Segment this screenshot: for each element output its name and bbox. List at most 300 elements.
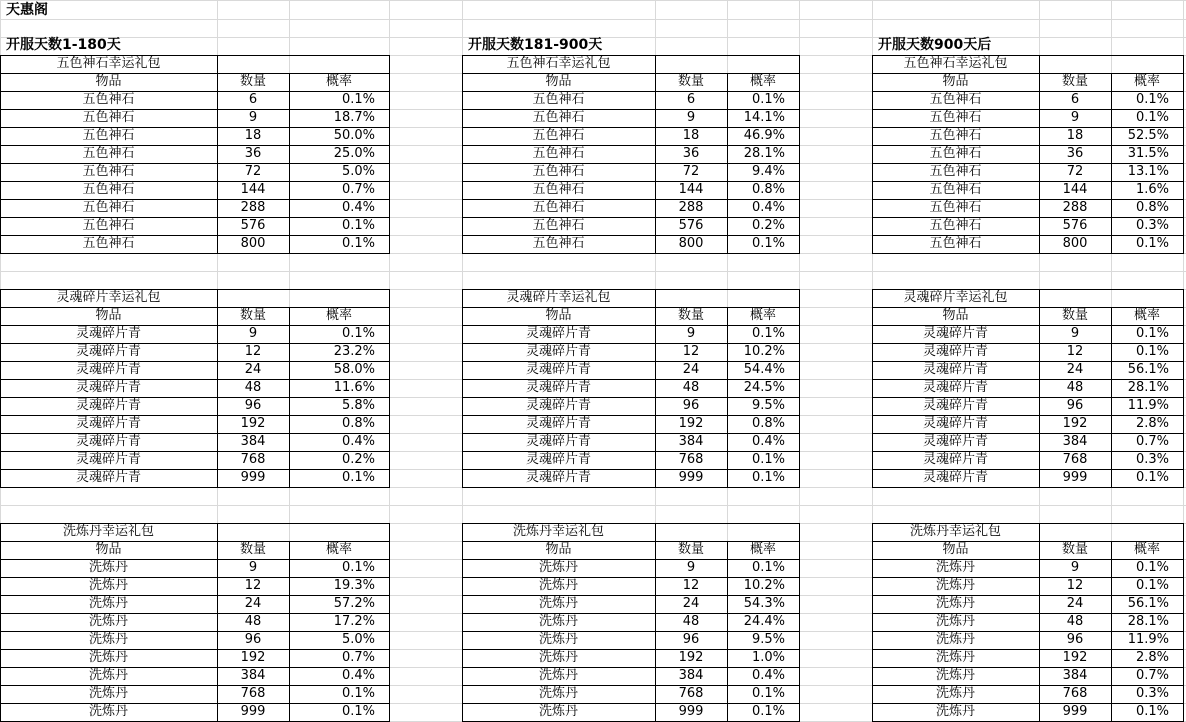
- package-name: 五色神石幸运礼包: [56, 56, 161, 71]
- column-header-rate: 概率: [749, 308, 776, 323]
- rate-cell: 57.2%: [333, 596, 375, 611]
- rate-cell: 9.5%: [751, 632, 785, 647]
- item-cell: 洗炼丹: [935, 632, 975, 647]
- rate-cell: 0.1%: [341, 686, 375, 701]
- package-name: 洗炼丹幸运礼包: [62, 524, 154, 539]
- item-cell: 灵魂碎片青: [922, 380, 988, 395]
- item-cell: 洗炼丹: [88, 632, 128, 647]
- rate-cell: 0.1%: [1135, 344, 1169, 359]
- rate-cell: 0.1%: [341, 236, 375, 251]
- item-cell: 灵魂碎片青: [525, 452, 591, 467]
- rate-cell: 2.8%: [1135, 650, 1169, 665]
- item-cell: 灵魂碎片青: [922, 452, 988, 467]
- rate-cell: 0.1%: [751, 452, 785, 467]
- item-cell: 灵魂碎片青: [922, 434, 988, 449]
- table-border: [462, 253, 800, 254]
- column-header-item: 物品: [545, 542, 572, 557]
- column-header-qty: 数量: [1061, 74, 1088, 89]
- quantity-cell: 9: [1070, 326, 1080, 341]
- rate-cell: 5.8%: [341, 398, 375, 413]
- item-cell: 五色神石: [82, 182, 135, 197]
- rate-cell: 13.1%: [1127, 164, 1169, 179]
- rate-cell: 0.7%: [1135, 434, 1169, 449]
- quantity-cell: 999: [1062, 470, 1088, 485]
- quantity-cell: 6: [248, 92, 258, 107]
- item-cell: 洗炼丹: [88, 686, 128, 701]
- column-header-qty: 数量: [239, 542, 266, 557]
- quantity-cell: 9: [248, 326, 258, 341]
- quantity-cell: 48: [1066, 380, 1084, 395]
- table-border: [0, 487, 390, 488]
- item-cell: 洗炼丹: [935, 668, 975, 683]
- rate-cell: 0.8%: [751, 182, 785, 197]
- quantity-cell: 12: [1066, 578, 1084, 593]
- quantity-cell: 9: [686, 560, 696, 575]
- item-cell: 灵魂碎片青: [75, 362, 141, 377]
- quantity-cell: 144: [1062, 182, 1088, 197]
- table-border: [462, 487, 800, 488]
- item-cell: 洗炼丹: [88, 614, 128, 629]
- quantity-cell: 9: [248, 560, 258, 575]
- item-cell: 五色神石: [82, 110, 135, 125]
- quantity-cell: 12: [682, 578, 700, 593]
- quantity-cell: 384: [240, 668, 266, 683]
- item-cell: 灵魂碎片青: [922, 416, 988, 431]
- gridline-horizontal: [0, 271, 1186, 272]
- item-cell: 洗炼丹: [88, 560, 128, 575]
- rate-cell: 52.5%: [1127, 128, 1169, 143]
- item-cell: 灵魂碎片青: [525, 380, 591, 395]
- item-cell: 五色神石: [532, 200, 585, 215]
- package-name: 灵魂碎片幸运礼包: [56, 290, 161, 305]
- rate-cell: 0.4%: [341, 668, 375, 683]
- quantity-cell: 24: [682, 596, 700, 611]
- rate-cell: 11.9%: [1127, 632, 1169, 647]
- quantity-cell: 384: [1062, 434, 1088, 449]
- quantity-cell: 12: [244, 578, 262, 593]
- quantity-cell: 288: [678, 200, 704, 215]
- rate-cell: 0.8%: [341, 416, 375, 431]
- item-cell: 五色神石: [929, 200, 982, 215]
- package-name: 洗炼丹幸运礼包: [512, 524, 604, 539]
- rate-cell: 2.8%: [1135, 416, 1169, 431]
- quantity-cell: 999: [240, 470, 266, 485]
- item-cell: 五色神石: [929, 164, 982, 179]
- item-cell: 洗炼丹: [935, 578, 975, 593]
- package-name: 灵魂碎片幸运礼包: [903, 290, 1008, 305]
- quantity-cell: 96: [1066, 632, 1084, 647]
- item-cell: 洗炼丹: [538, 560, 578, 575]
- rate-cell: 0.8%: [1135, 200, 1169, 215]
- item-cell: 五色神石: [82, 218, 135, 233]
- column-header-qty: 数量: [677, 308, 704, 323]
- item-cell: 灵魂碎片青: [75, 470, 141, 485]
- rate-cell: 0.3%: [1135, 452, 1169, 467]
- rate-cell: 0.1%: [751, 92, 785, 107]
- quantity-cell: 768: [240, 452, 266, 467]
- item-cell: 五色神石: [82, 164, 135, 179]
- quantity-cell: 48: [682, 380, 700, 395]
- column-header-rate: 概率: [325, 542, 352, 557]
- quantity-cell: 768: [240, 686, 266, 701]
- quantity-cell: 768: [678, 452, 704, 467]
- item-cell: 洗炼丹: [538, 686, 578, 701]
- item-cell: 五色神石: [82, 128, 135, 143]
- rate-cell: 0.1%: [341, 92, 375, 107]
- item-cell: 洗炼丹: [935, 704, 975, 719]
- quantity-cell: 12: [1066, 344, 1084, 359]
- rate-cell: 56.1%: [1127, 362, 1169, 377]
- table-border: [799, 55, 800, 254]
- rate-cell: 0.1%: [1135, 560, 1169, 575]
- quantity-cell: 999: [678, 470, 704, 485]
- item-cell: 洗炼丹: [538, 578, 578, 593]
- table-border: [1183, 55, 1184, 254]
- quantity-cell: 9: [1070, 110, 1080, 125]
- quantity-cell: 72: [1066, 164, 1084, 179]
- item-cell: 灵魂碎片青: [525, 344, 591, 359]
- quantity-cell: 36: [244, 146, 262, 161]
- quantity-cell: 768: [1062, 452, 1088, 467]
- column-header-qty: 数量: [677, 542, 704, 557]
- item-cell: 洗炼丹: [538, 614, 578, 629]
- quantity-cell: 6: [686, 92, 696, 107]
- rate-cell: 0.1%: [1135, 236, 1169, 251]
- item-cell: 五色神石: [532, 236, 585, 251]
- package-name: 洗炼丹幸运礼包: [909, 524, 1001, 539]
- item-cell: 灵魂碎片青: [525, 326, 591, 341]
- item-cell: 灵魂碎片青: [922, 398, 988, 413]
- quantity-cell: 48: [244, 380, 262, 395]
- item-cell: 洗炼丹: [538, 596, 578, 611]
- item-cell: 五色神石: [532, 164, 585, 179]
- item-cell: 洗炼丹: [935, 686, 975, 701]
- item-cell: 五色神石: [532, 218, 585, 233]
- item-cell: 五色神石: [82, 92, 135, 107]
- rate-cell: 18.7%: [333, 110, 375, 125]
- column-header-item: 物品: [95, 542, 122, 557]
- column-header-qty: 数量: [239, 308, 266, 323]
- gridline-horizontal: [0, 505, 1186, 506]
- quantity-cell: 24: [682, 362, 700, 377]
- rate-cell: 0.1%: [1135, 578, 1169, 593]
- rate-cell: 19.3%: [333, 578, 375, 593]
- column-header-item: 物品: [942, 542, 969, 557]
- item-cell: 五色神石: [532, 146, 585, 161]
- quantity-cell: 9: [686, 110, 696, 125]
- quantity-cell: 384: [678, 434, 704, 449]
- rate-cell: 0.1%: [1135, 92, 1169, 107]
- rate-cell: 0.1%: [1135, 704, 1169, 719]
- column-header-rate: 概率: [749, 74, 776, 89]
- table-border: [1183, 289, 1184, 488]
- item-cell: 五色神石: [929, 182, 982, 197]
- column-header-item: 物品: [95, 74, 122, 89]
- rate-cell: 9.5%: [751, 398, 785, 413]
- package-name: 灵魂碎片幸运礼包: [506, 290, 611, 305]
- rate-cell: 0.7%: [341, 182, 375, 197]
- period-header: 开服天数1-180天: [6, 37, 121, 53]
- item-cell: 洗炼丹: [88, 578, 128, 593]
- quantity-cell: 768: [1062, 686, 1088, 701]
- rate-cell: 0.1%: [751, 686, 785, 701]
- rate-cell: 58.0%: [333, 362, 375, 377]
- quantity-cell: 24: [1066, 362, 1084, 377]
- item-cell: 洗炼丹: [538, 704, 578, 719]
- item-cell: 灵魂碎片青: [525, 470, 591, 485]
- rate-cell: 1.0%: [751, 650, 785, 665]
- column-header-rate: 概率: [1133, 308, 1160, 323]
- quantity-cell: 576: [1062, 218, 1088, 233]
- rate-cell: 23.2%: [333, 344, 375, 359]
- rate-cell: 28.1%: [1127, 614, 1169, 629]
- quantity-cell: 800: [1062, 236, 1088, 251]
- item-cell: 五色神石: [929, 146, 982, 161]
- quantity-cell: 48: [1066, 614, 1084, 629]
- column-header-item: 物品: [545, 308, 572, 323]
- quantity-cell: 999: [1062, 704, 1088, 719]
- item-cell: 灵魂碎片青: [75, 326, 141, 341]
- quantity-cell: 384: [678, 668, 704, 683]
- rate-cell: 0.1%: [341, 218, 375, 233]
- quantity-cell: 999: [678, 704, 704, 719]
- quantity-cell: 144: [240, 182, 266, 197]
- column-header-item: 物品: [942, 74, 969, 89]
- table-border: [872, 487, 1184, 488]
- rate-cell: 0.1%: [1135, 110, 1169, 125]
- quantity-cell: 9: [686, 326, 696, 341]
- quantity-cell: 36: [682, 146, 700, 161]
- item-cell: 五色神石: [929, 218, 982, 233]
- item-cell: 灵魂碎片青: [75, 344, 141, 359]
- package-name: 五色神石幸运礼包: [903, 56, 1008, 71]
- item-cell: 洗炼丹: [935, 560, 975, 575]
- column-header-rate: 概率: [325, 74, 352, 89]
- quantity-cell: 576: [240, 218, 266, 233]
- quantity-cell: 288: [1062, 200, 1088, 215]
- rate-cell: 5.0%: [341, 632, 375, 647]
- quantity-cell: 576: [678, 218, 704, 233]
- table-border: [389, 523, 390, 722]
- table-border: [799, 289, 800, 488]
- item-cell: 五色神石: [929, 110, 982, 125]
- rate-cell: 46.9%: [743, 128, 785, 143]
- table-border: [1183, 523, 1184, 722]
- rate-cell: 0.2%: [341, 452, 375, 467]
- rate-cell: 0.7%: [341, 650, 375, 665]
- quantity-cell: 800: [240, 236, 266, 251]
- item-cell: 五色神石: [929, 128, 982, 143]
- quantity-cell: 48: [682, 614, 700, 629]
- item-cell: 洗炼丹: [88, 596, 128, 611]
- quantity-cell: 72: [244, 164, 262, 179]
- rate-cell: 50.0%: [333, 128, 375, 143]
- rate-cell: 9.4%: [751, 164, 785, 179]
- rate-cell: 0.3%: [1135, 686, 1169, 701]
- rate-cell: 0.1%: [341, 326, 375, 341]
- column-header-qty: 数量: [1061, 308, 1088, 323]
- package-name: 五色神石幸运礼包: [506, 56, 611, 71]
- rate-cell: 25.0%: [333, 146, 375, 161]
- item-cell: 洗炼丹: [538, 632, 578, 647]
- item-cell: 洗炼丹: [88, 704, 128, 719]
- item-cell: 灵魂碎片青: [525, 416, 591, 431]
- quantity-cell: 12: [682, 344, 700, 359]
- period-header: 开服天数900天后: [878, 37, 992, 53]
- quantity-cell: 192: [678, 650, 704, 665]
- quantity-cell: 192: [240, 416, 266, 431]
- rate-cell: 0.4%: [751, 434, 785, 449]
- quantity-cell: 9: [1070, 560, 1080, 575]
- quantity-cell: 192: [1062, 650, 1088, 665]
- item-cell: 五色神石: [929, 236, 982, 251]
- quantity-cell: 999: [240, 704, 266, 719]
- quantity-cell: 12: [244, 344, 262, 359]
- rate-cell: 0.1%: [751, 236, 785, 251]
- rate-cell: 14.1%: [743, 110, 785, 125]
- column-header-qty: 数量: [239, 74, 266, 89]
- quantity-cell: 96: [682, 398, 700, 413]
- column-header-rate: 概率: [1133, 74, 1160, 89]
- column-header-item: 物品: [95, 308, 122, 323]
- quantity-cell: 48: [244, 614, 262, 629]
- rate-cell: 0.7%: [1135, 668, 1169, 683]
- quantity-cell: 384: [1062, 668, 1088, 683]
- rate-cell: 5.0%: [341, 164, 375, 179]
- quantity-cell: 96: [244, 632, 262, 647]
- item-cell: 灵魂碎片青: [75, 380, 141, 395]
- quantity-cell: 24: [244, 362, 262, 377]
- gridline-horizontal: [0, 19, 1186, 20]
- rate-cell: 0.1%: [751, 326, 785, 341]
- quantity-cell: 6: [1070, 92, 1080, 107]
- item-cell: 洗炼丹: [935, 650, 975, 665]
- column-header-rate: 概率: [1133, 542, 1160, 557]
- rate-cell: 0.1%: [751, 470, 785, 485]
- rate-cell: 24.4%: [743, 614, 785, 629]
- table-border: [389, 289, 390, 488]
- item-cell: 五色神石: [532, 182, 585, 197]
- quantity-cell: 18: [1066, 128, 1084, 143]
- column-header-item: 物品: [942, 308, 969, 323]
- quantity-cell: 96: [1066, 398, 1084, 413]
- quantity-cell: 96: [244, 398, 262, 413]
- rate-cell: 0.2%: [751, 218, 785, 233]
- quantity-cell: 288: [240, 200, 266, 215]
- item-cell: 五色神石: [82, 200, 135, 215]
- item-cell: 灵魂碎片青: [922, 326, 988, 341]
- quantity-cell: 768: [678, 686, 704, 701]
- quantity-cell: 192: [1062, 416, 1088, 431]
- quantity-cell: 192: [240, 650, 266, 665]
- rate-cell: 0.1%: [1135, 326, 1169, 341]
- rate-cell: 0.4%: [751, 200, 785, 215]
- item-cell: 五色神石: [82, 236, 135, 251]
- table-border: [389, 55, 390, 254]
- column-header-rate: 概率: [325, 308, 352, 323]
- item-cell: 灵魂碎片青: [922, 362, 988, 377]
- item-cell: 灵魂碎片青: [525, 434, 591, 449]
- rate-cell: 11.6%: [333, 380, 375, 395]
- item-cell: 五色神石: [929, 92, 982, 107]
- column-header-qty: 数量: [1061, 542, 1088, 557]
- rate-cell: 0.4%: [341, 200, 375, 215]
- rate-cell: 0.1%: [751, 560, 785, 575]
- item-cell: 五色神石: [532, 92, 585, 107]
- rate-cell: 10.2%: [743, 578, 785, 593]
- item-cell: 洗炼丹: [935, 596, 975, 611]
- item-cell: 灵魂碎片青: [525, 362, 591, 377]
- rate-cell: 28.1%: [743, 146, 785, 161]
- gridline-horizontal: [0, 0, 1186, 1]
- item-cell: 灵魂碎片青: [525, 398, 591, 413]
- rate-cell: 17.2%: [333, 614, 375, 629]
- rate-cell: 0.4%: [751, 668, 785, 683]
- table-border: [872, 253, 1184, 254]
- rate-cell: 0.1%: [751, 704, 785, 719]
- item-cell: 洗炼丹: [538, 668, 578, 683]
- quantity-cell: 9: [248, 110, 258, 125]
- rate-cell: 28.1%: [1127, 380, 1169, 395]
- rate-cell: 0.8%: [751, 416, 785, 431]
- table-border: [0, 253, 390, 254]
- item-cell: 五色神石: [532, 110, 585, 125]
- quantity-cell: 36: [1066, 146, 1084, 161]
- rate-cell: 10.2%: [743, 344, 785, 359]
- rate-cell: 0.3%: [1135, 218, 1169, 233]
- item-cell: 洗炼丹: [538, 650, 578, 665]
- column-header-qty: 数量: [677, 74, 704, 89]
- rate-cell: 54.3%: [743, 596, 785, 611]
- item-cell: 灵魂碎片青: [75, 434, 141, 449]
- item-cell: 洗炼丹: [935, 614, 975, 629]
- quantity-cell: 18: [682, 128, 700, 143]
- quantity-cell: 96: [682, 632, 700, 647]
- quantity-cell: 18: [244, 128, 262, 143]
- column-header-item: 物品: [545, 74, 572, 89]
- quantity-cell: 72: [682, 164, 700, 179]
- item-cell: 灵魂碎片青: [922, 470, 988, 485]
- column-header-rate: 概率: [749, 542, 776, 557]
- rate-cell: 0.1%: [1135, 470, 1169, 485]
- rate-cell: 31.5%: [1127, 146, 1169, 161]
- rate-cell: 0.1%: [341, 560, 375, 575]
- item-cell: 洗炼丹: [88, 650, 128, 665]
- item-cell: 五色神石: [532, 128, 585, 143]
- item-cell: 灵魂碎片青: [75, 416, 141, 431]
- rate-cell: 0.4%: [341, 434, 375, 449]
- rate-cell: 11.9%: [1127, 398, 1169, 413]
- quantity-cell: 24: [1066, 596, 1084, 611]
- item-cell: 灵魂碎片青: [75, 398, 141, 413]
- rate-cell: 0.1%: [341, 470, 375, 485]
- rate-cell: 54.4%: [743, 362, 785, 377]
- quantity-cell: 800: [678, 236, 704, 251]
- rate-cell: 56.1%: [1127, 596, 1169, 611]
- rate-cell: 24.5%: [743, 380, 785, 395]
- item-cell: 灵魂碎片青: [922, 344, 988, 359]
- sheet-title: 天惠阁: [6, 2, 48, 18]
- item-cell: 五色神石: [82, 146, 135, 161]
- quantity-cell: 384: [240, 434, 266, 449]
- rate-cell: 1.6%: [1135, 182, 1169, 197]
- quantity-cell: 144: [678, 182, 704, 197]
- quantity-cell: 24: [244, 596, 262, 611]
- item-cell: 灵魂碎片青: [75, 452, 141, 467]
- item-cell: 洗炼丹: [88, 668, 128, 683]
- quantity-cell: 192: [678, 416, 704, 431]
- table-border: [799, 523, 800, 722]
